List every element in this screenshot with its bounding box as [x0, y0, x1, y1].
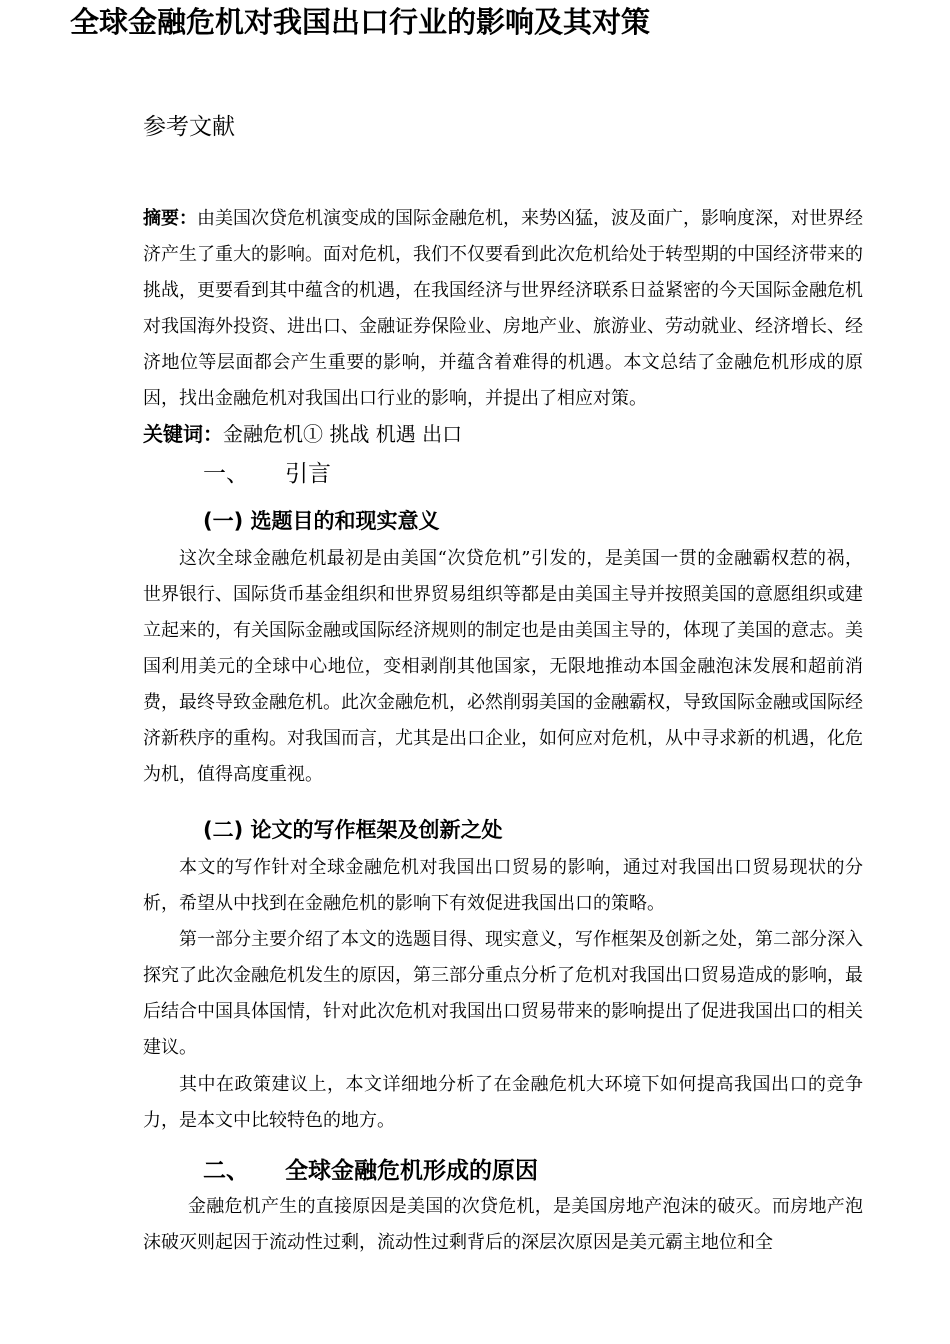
abstract: [143, 201, 863, 417]
page-title: 全球金融危机对我国出口行业的影响及其对策: [69, 5, 650, 39]
keywords-text: 金融危机① 挑战 机遇 出口: [223, 422, 463, 446]
paragraph: 第一部分主要介绍了本文的选题目得、现实意义，写作框架及创新之处，第二部分深入探究了此次金融危机发生的原因，第三部分重点分析了危机对我国出口贸易造成的影响，最后结合中国具体国情，针对此次危机对我国出口贸易带来的影响提出了促进我国出口的相关建议。: [143, 929, 863, 1058]
section-title: 全球金融危机形成的原因: [285, 1158, 538, 1184]
subsection-heading-1: (一) 选题目的和现实意义: [203, 509, 440, 533]
paragraph: 本文的写作针对全球金融危机对我国出口贸易的影响，通过对我国出口贸易现状的分析，希望从中找到在金融危机的影响下有效促进我国出口的策略。: [143, 857, 863, 914]
section-heading-2: [203, 1152, 923, 1185]
subsection-heading-2: (二) 论文的写作框架及创新之处: [203, 818, 503, 842]
abstract-text: 由美国次贷危机演变成的国际金融危机，来势凶猛，波及面广，影响度深，对世界经济产生了重大的影响。面对危机，我们不仅要看到此次危机给处于转型期的中国经济带来的挑战，更要看到其中蕴含的机遇，在我国经济与世界经济联系日益紧密的今天国际金融危机对我国海外投资、进出口、金融证券保险业、房地产业、旅游业、劳动就业、经济增长、经济地位等层面都会产生重要的影响，并蕴含着难得的机遇。本文总结了金融危机形成的原因，找出金融危机对我国出口行业的影响，并提出了相应对策。: [143, 208, 863, 409]
paragraph: 其中在政策建议上，本文详细地分析了在金融危机大环境下如何提高我国出口的竞争力，是本文中比较特色的地方。: [143, 1074, 863, 1131]
section-number: 二、: [203, 1158, 249, 1184]
paragraph: 金融危机产生的直接原因是美国的次贷危机，是美国房地产泡沫的破灭。而房地产泡沫破灭则起因于流动性过剩，流动性过剩背后的深层次原因是美元霸主地位和全: [143, 1196, 863, 1253]
references-heading: 参考文献: [143, 114, 235, 140]
keywords-label: 关键词：: [143, 422, 223, 446]
section-title: 引言: [285, 461, 331, 487]
section-heading-1: [203, 455, 923, 488]
section-number: 一、: [203, 461, 249, 487]
paragraph: 这次全球金融危机最初是由美国“次贷危机”引发的，是美国一贯的金融霸权惹的祸，世界银行、国际货币基金组织和世界贸易组织等都是由美国主导并按照美国的意愿组织或建立起来的，有关国际金融或国际经济规则的制定也是由美国主导的，体现了美国的意志。美国利用美元的全球中心地位，变相剥削其他国家，无限地推动本国金融泡沫发展和超前消费，最终导致金融危机。此次金融危机，必然削弱美国的金融霸权，导致国际金融或国际经济新秩序的重构。对我国而言，尤其是出口企业，如何应对危机，从中寻求新的机遇，化危为机，值得高度重视。: [143, 548, 863, 785]
keywords: [143, 418, 863, 450]
abstract-label: 摘要：: [143, 208, 197, 229]
